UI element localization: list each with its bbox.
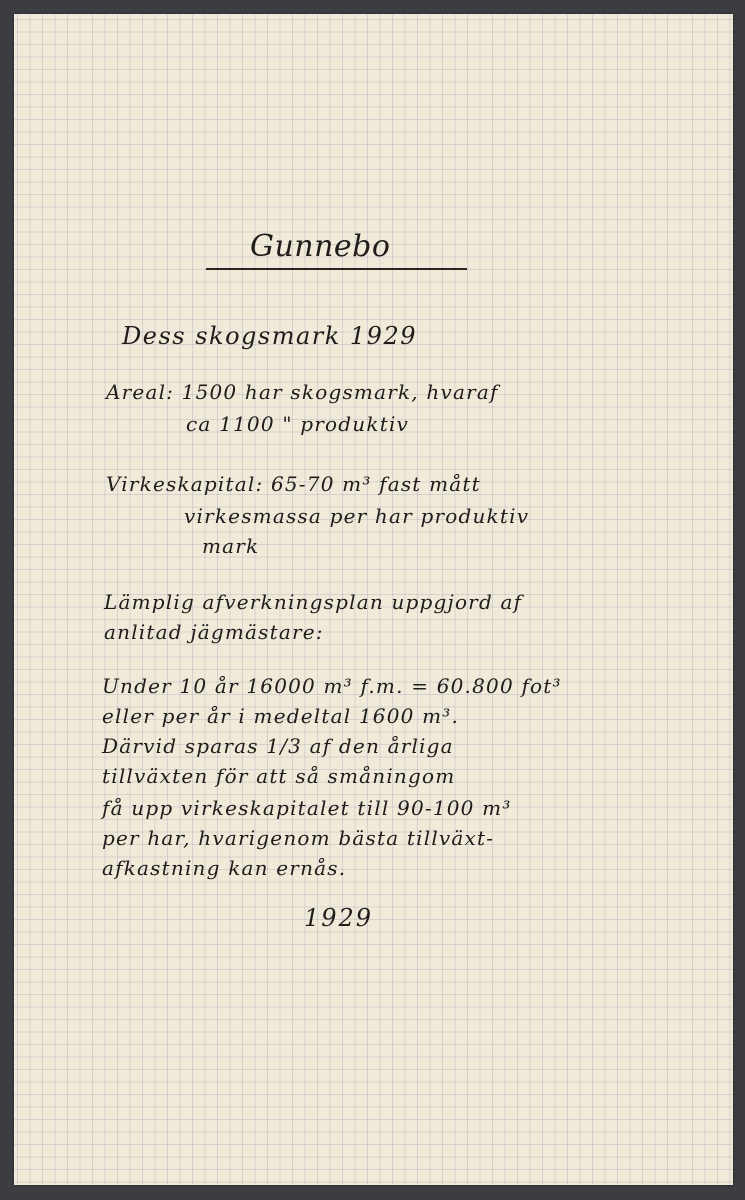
text-line: få upp virkeskapitalet till 90-100 m³ — [102, 796, 512, 820]
text-line: per har, hvarigenom bästa tillväxt- — [102, 826, 495, 850]
text-line: afkastning kan ernås. — [102, 856, 347, 880]
text-line: anlitad jägmästare: — [104, 620, 324, 644]
document-year: 1929 — [304, 904, 374, 932]
text-line: virkesmassa per har produktiv — [184, 504, 530, 528]
text-line: Därvid sparas 1/3 af den årliga — [102, 734, 454, 758]
document-title: Gunnebo — [250, 229, 391, 264]
text-line: eller per år i medeltal 1600 m³. — [102, 704, 460, 728]
text-line: Lämplig afverkningsplan uppgjord af — [104, 590, 523, 614]
title-underline — [206, 268, 467, 270]
document-subtitle: Dess skogsmark 1929 — [122, 322, 417, 350]
text-line: mark — [202, 534, 260, 558]
text-line: ca 1100 " produktiv — [186, 412, 410, 436]
manuscript-page — [14, 14, 733, 1185]
text-line: tillväxten för att så småningom — [102, 764, 456, 788]
text-line: Virkeskapital: 65-70 m³ fast mått — [106, 472, 481, 496]
text-line: Areal: 1500 har skogsmark, hvaraf — [106, 380, 499, 404]
text-line: Under 10 år 16000 m³ f.m. = 60.800 fot³ — [102, 674, 562, 698]
